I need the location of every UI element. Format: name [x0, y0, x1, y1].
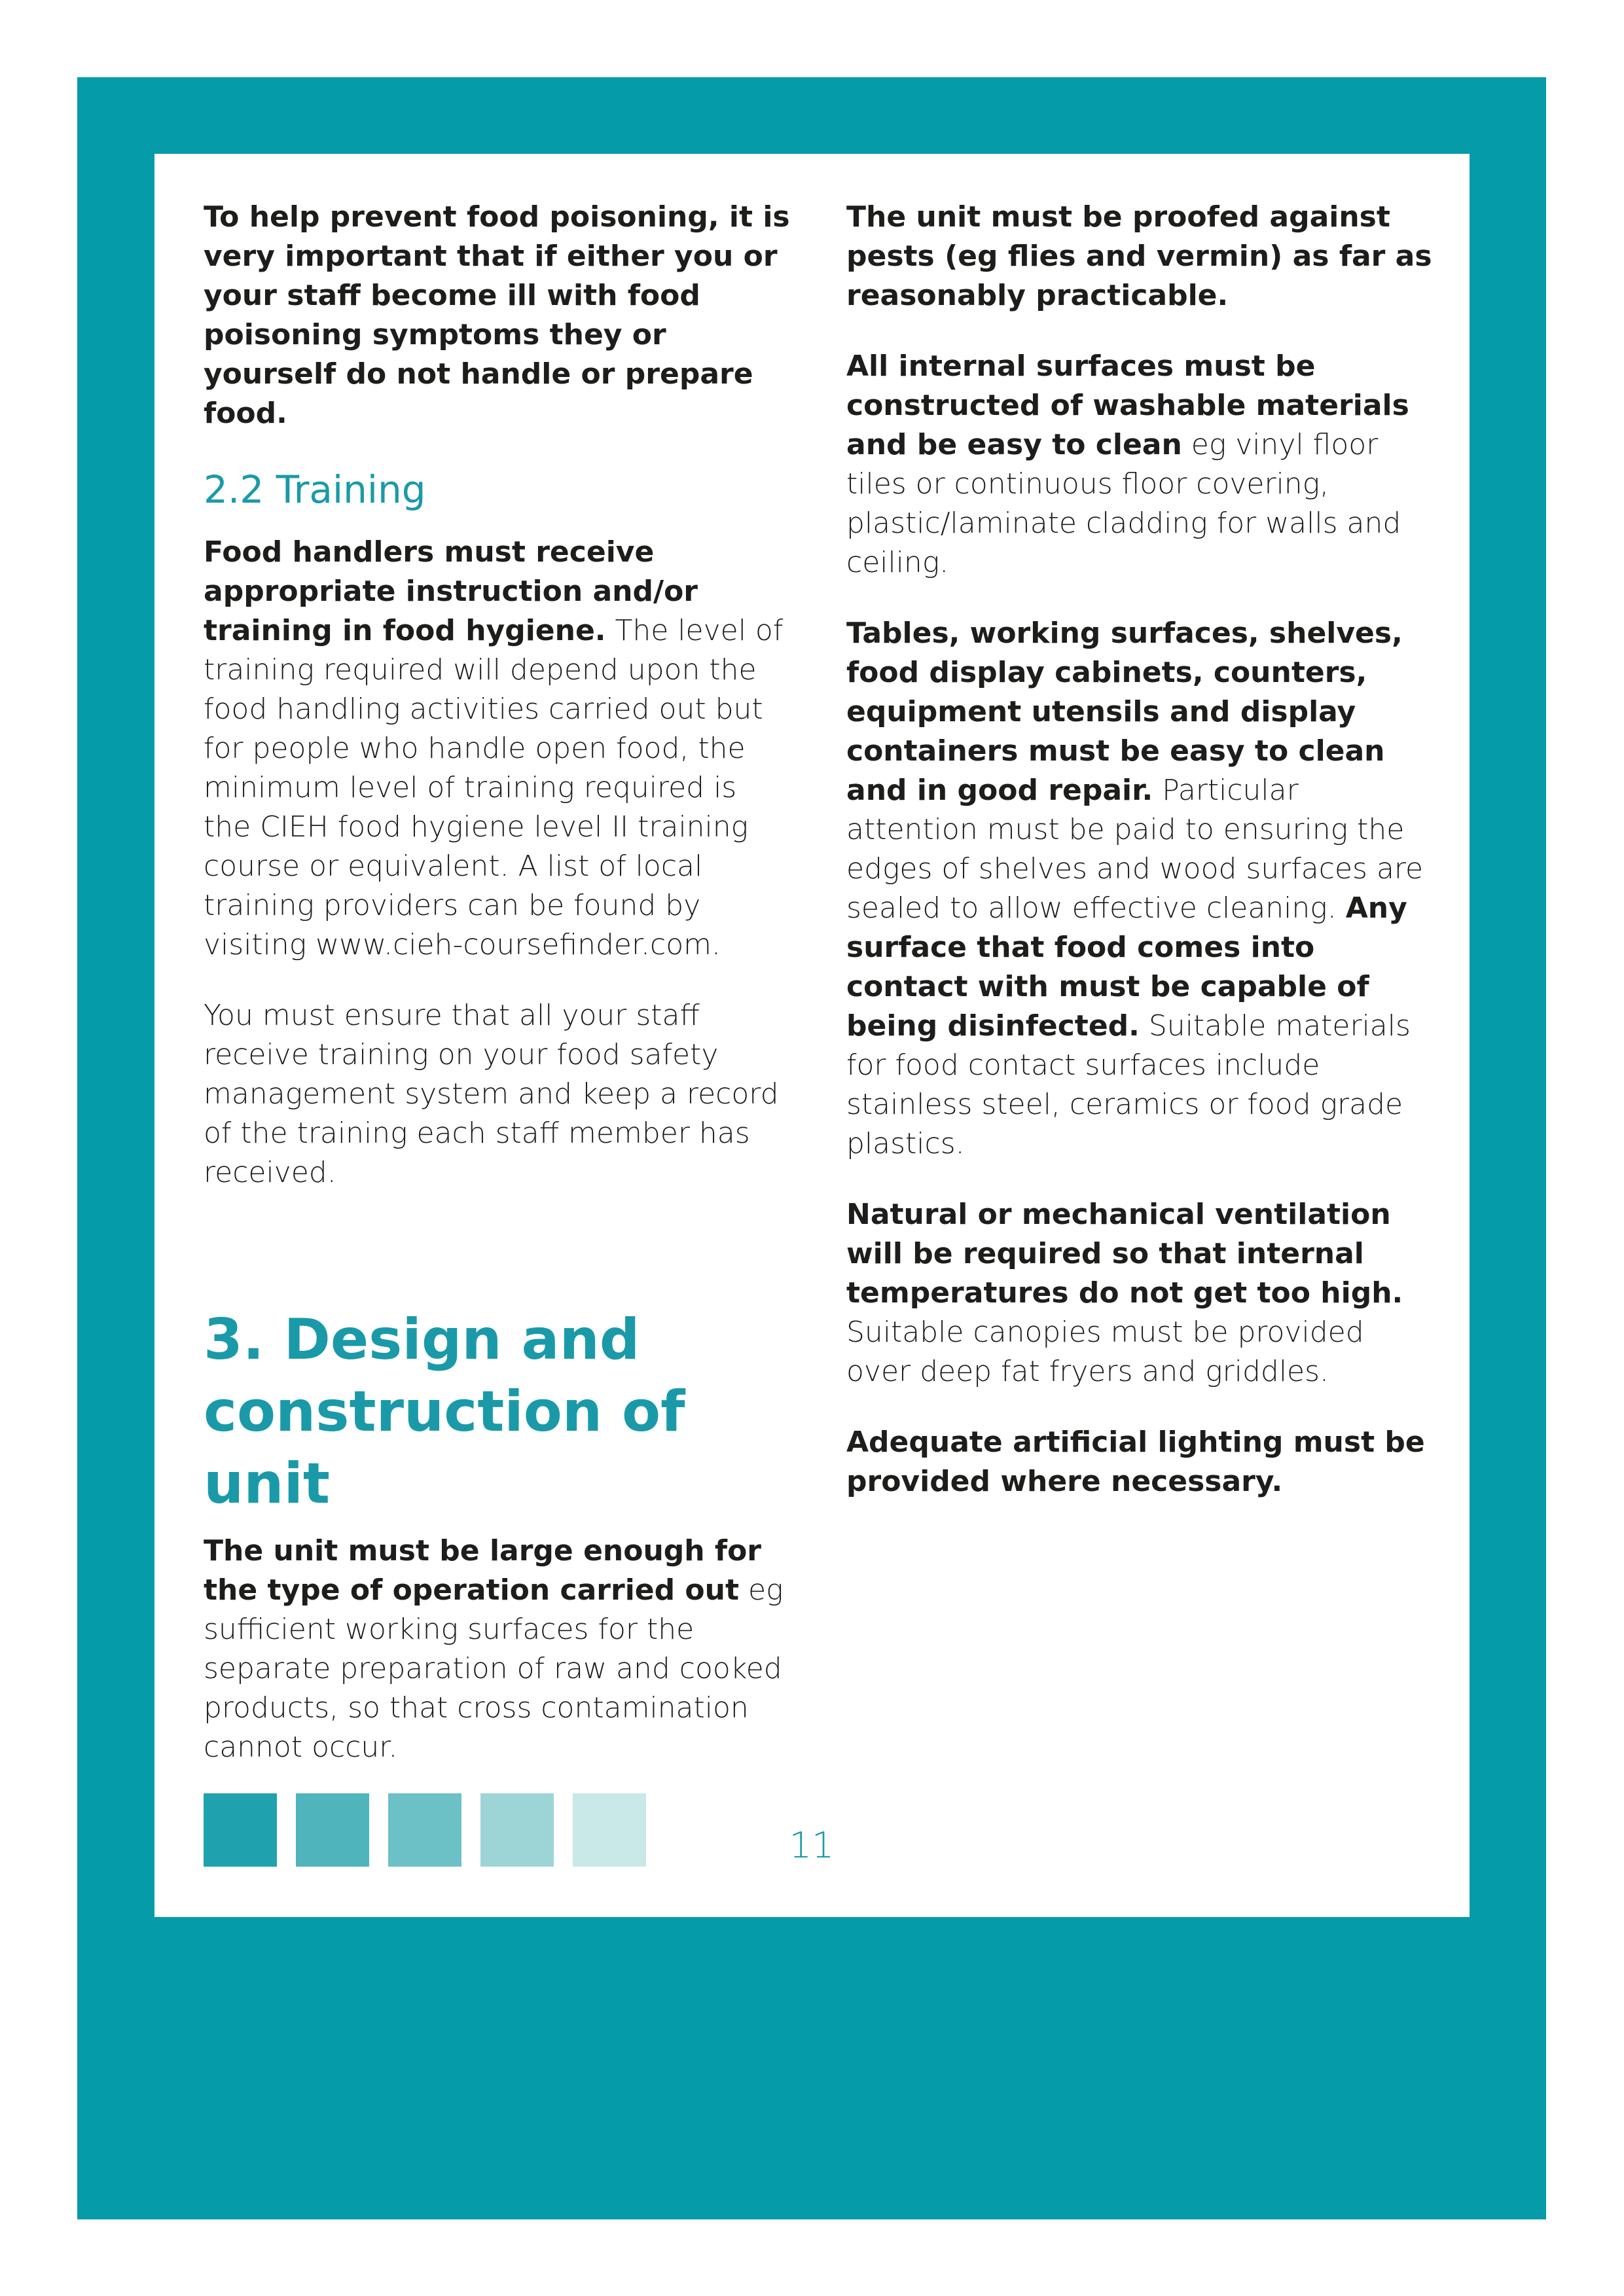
surfaces-lead: All internal surfaces must be constructed of washable materials and be easy to clean [846, 350, 1409, 461]
training-lead: Food handlers must receive appropriate instruction and/or training in food hygiene. [204, 535, 698, 647]
ventilation-body: Suitable canopies must be provided over deep fat fryers and griddles. [846, 1316, 1364, 1388]
unit-size-paragraph [204, 1532, 793, 1767]
disinfect-body: Suitable materials for food contact surfaces include stainless steel, ceramics or food grade plastics. [846, 1009, 1411, 1160]
square-3 [388, 1793, 461, 1867]
section-heading [204, 1304, 793, 1520]
square-2 [296, 1793, 369, 1867]
surfaces-body: eg vinyl floor tiles or continuous floor covering, plastic/laminate cladding for walls and ceiling. [846, 428, 1401, 579]
training-heading: 2.2 Training [204, 467, 426, 512]
tables-paragraph [846, 614, 1435, 1164]
disinfect-lead: Any surface that food comes into contact with must be capable of being disinfected. [846, 891, 1407, 1043]
page-number: 11 [789, 1825, 835, 1866]
section-heading-line-2: construction of unit [204, 1379, 685, 1516]
ventilation-paragraph [846, 1195, 1435, 1391]
right-column [846, 198, 1435, 1533]
square-1 [204, 1793, 277, 1867]
lighting-paragraph: Adequate artificial lighting must be provided where necessary. [846, 1426, 1425, 1498]
pests-paragraph: The unit must be proofed against pests (eg flies and vermin) as far as reasonably practicable. [846, 200, 1432, 312]
ventilation-lead: Natural or mechanical ventilation will be required so that internal temperatures do not get too high. [846, 1198, 1403, 1310]
training-paragraph-1 [204, 533, 793, 965]
square-5 [573, 1793, 646, 1867]
training-paragraph-2: You must ensure that all your staff receive training on your food safety management system and keep a record of the training each staff member has received. [204, 999, 779, 1189]
left-column [204, 198, 793, 1767]
section-heading-line-1: 3. Design and [204, 1307, 640, 1372]
intro-paragraph: To help prevent food poisoning, it is very important that if either you or your staff become ill with food poisoning symptoms they or yourself do not handle or prepare food. [204, 200, 790, 430]
surfaces-paragraph [846, 347, 1435, 583]
tables-lead: Tables, working surfaces, shelves, food display cabinets, counters, equipment utensils and display containers must be easy to clean and in good repair. [846, 617, 1403, 807]
unit-size-body: eg sufficient working surfaces for the separate preparation of raw and cooked products, so that cross contamination cannot occur. [204, 1573, 784, 1764]
square-4 [480, 1793, 554, 1867]
unit-size-lead: The unit must be large enough for the type of operation carried out [204, 1534, 762, 1607]
tables-body: Particular attention must be paid to ensuring the edges of shelves and wood surfaces are sealed to allow effective cleaning. [846, 774, 1424, 925]
training-body: The level of training required will depend upon the food handling activities carried out but for people who handle open food, the minimum level of training required is the CIEH food hygiene level II training course or equivalent. A list of local training providers can be found by visiting www.cieh-coursefinder.com. [204, 614, 784, 961]
